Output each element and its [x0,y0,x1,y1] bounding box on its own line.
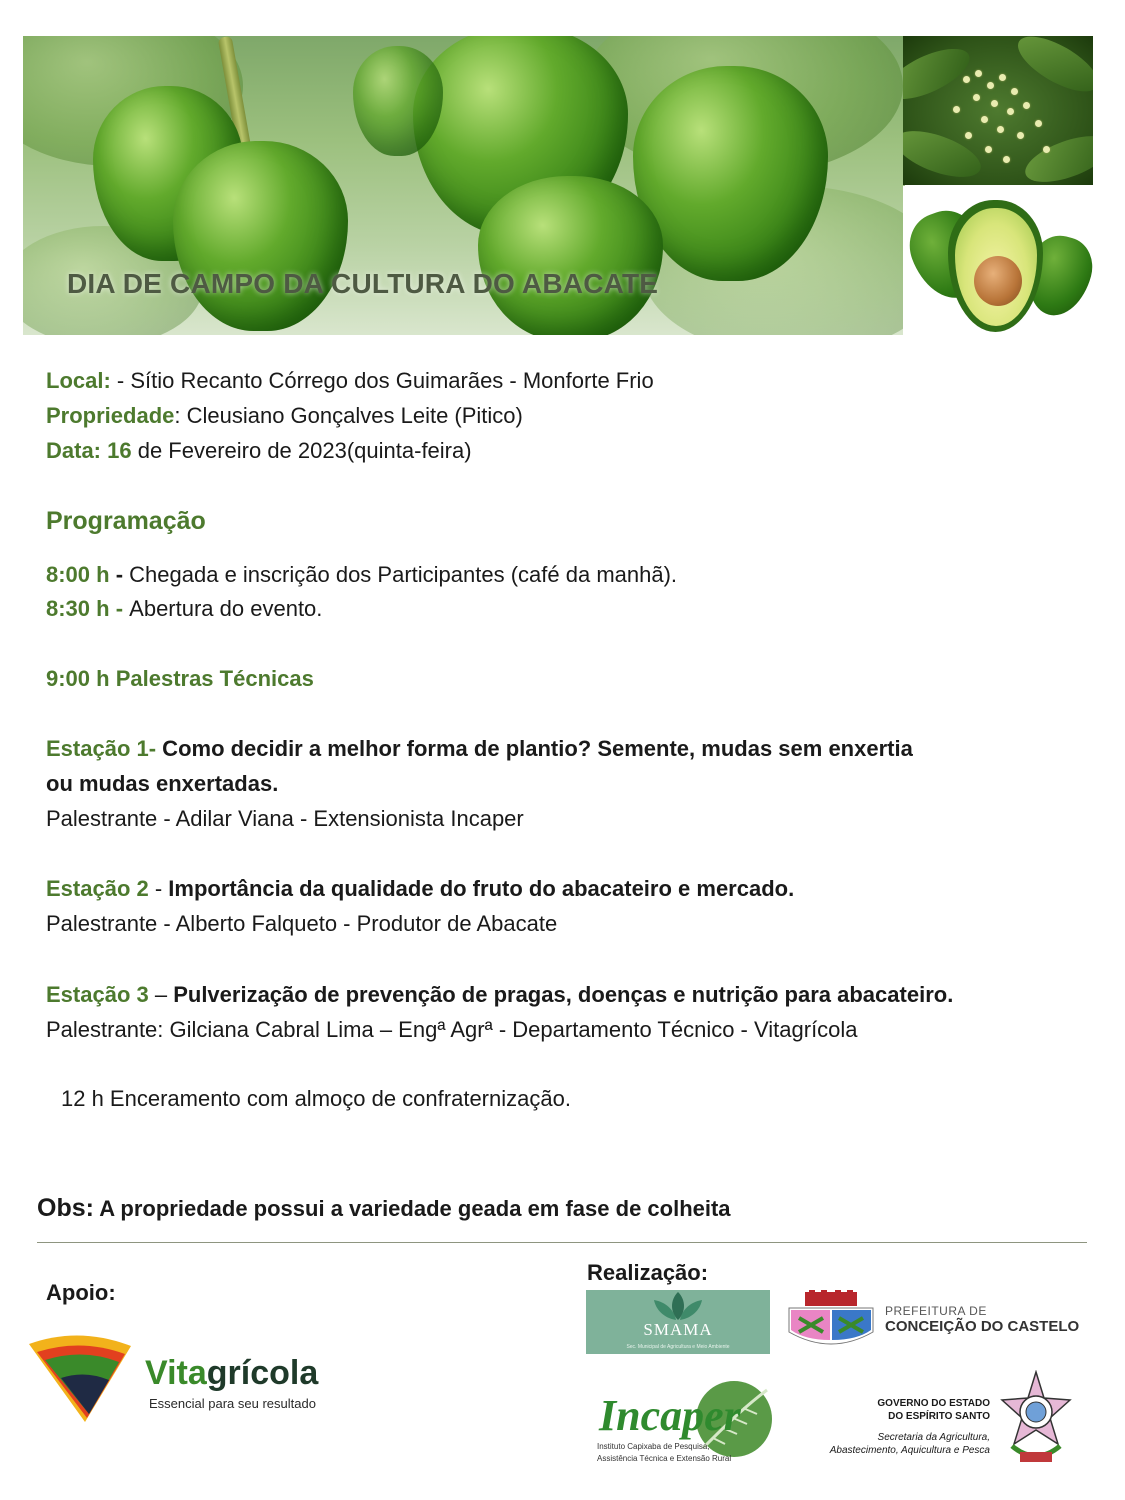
apoio-label: Apoio: [46,1280,116,1305]
propriedade-label: Propriedade [46,403,175,428]
banner-title: DIA DE CAMPO DA CULTURA DO ABACATE [67,268,659,299]
data-line [46,436,472,466]
propriedade-line [46,401,523,431]
estacao-title: Importância da qualidade do fruto do abacateiro e mercado. [168,876,795,901]
municipal-coat-of-arms-icon [785,1290,877,1348]
estacao-sep: – [148,982,174,1007]
incaper-name: Incaper [599,1391,741,1440]
estacao-2-speaker: Palestrante - Alberto Falqueto - Produtor de Abacate [46,911,558,936]
incaper-sub1: Instituto Capixaba de Pesquisa, [597,1442,710,1451]
estacao-1-title [46,734,913,764]
prefeitura-logo [785,1290,1090,1350]
palestras-heading: 9:00 h Palestras Técnicas [46,666,314,691]
incaper-logo [595,1378,780,1473]
data-label: Data: 16 [46,438,132,463]
encerramento-line: 12 h Enceramento com almoço de confraternização. [61,1086,571,1111]
incaper-sub2: Assistência Técnica e Extensão Rural [597,1454,732,1463]
estacao-3-speaker: Palestrante: Gilciana Cabral Lima – Engª Agrª - Departamento Técnico - Vitagrícola [46,1017,858,1042]
governo-es-logo [829,1370,1090,1475]
obs-text: A propriedade possui a variedade geada em fase de colheita [93,1196,731,1221]
estacao-label: Estação 2 [46,876,149,901]
vitagricola-name-a: Vita [145,1354,207,1392]
schedule-text: Abertura do evento. [129,596,323,621]
estacao-label: Estação 3 [46,982,149,1007]
estacao-sep: - [148,876,169,901]
governo-line2: DO ESPÍRITO SANTO [888,1411,990,1422]
realizacao-label: Realização: [587,1260,709,1285]
data-value: de Fevereiro de 2023(quinta-feira) [131,438,472,463]
obs-line [37,1192,731,1225]
avocado-halves-photo [903,186,1093,336]
header-banner [23,36,905,335]
state-coat-of-arms-icon [1000,1370,1072,1470]
schedule-text: Chegada e inscrição dos Participantes (café da manhã). [129,562,678,587]
governo-line1: GOVERNO DO ESTADO [877,1398,990,1409]
smama-name: SMAMA [643,1320,713,1339]
prefeitura-line2: CONCEIÇÃO DO CASTELO [885,1318,1080,1335]
estacao-3-title [46,980,953,1010]
schedule-item [46,594,322,624]
estacao-title: Como decidir a melhor forma de plantio? Semente, mudas sem enxertia [156,736,913,761]
footer-divider [37,1242,1087,1243]
smama-subtitle: Sec. Municipal de Agricultura e Meio Ambiente [626,1344,730,1350]
estacao-label: Estação 1- [46,736,157,761]
schedule-time: 8:30 h [46,596,110,621]
smama-logo [586,1290,770,1354]
estacao-2-title [46,874,794,904]
estacao-1-speaker: Palestrante - Adilar Viana - Extensionista Incaper [46,806,524,831]
local-label: Local: [46,368,111,393]
schedule-time: 8:00 h [46,562,110,587]
vitagricola-name-b: grícola [206,1354,319,1392]
vitagricola-tagline: Essencial para seu resultado [149,1396,316,1411]
schedule-sep: - [109,596,130,621]
leaf-icon [648,1292,708,1322]
estacao-1-title-cont: ou mudas enxertadas. [46,771,279,796]
vitagricola-mark-icon [27,1330,137,1425]
obs-label: Obs: [37,1194,94,1222]
governo-line3: Secretaria da Agricultura, [877,1432,990,1443]
prefeitura-line1: PREFEITURA DE [885,1304,987,1318]
estacao-title: Pulverização de prevenção de pragas, doenças e nutrição para abacateiro. [173,982,954,1007]
avocado-flowers-photo [903,36,1093,185]
programacao-heading: Programação [46,507,206,535]
vitagricola-logo [27,1330,347,1425]
local-line [46,366,654,396]
local-value: - Sítio Recanto Córrego dos Guimarães - Monforte Frio [110,368,654,393]
governo-line4: Abastecimento, Aquicultura e Pesca [829,1445,990,1456]
schedule-sep: - [109,562,130,587]
vitagricola-name [145,1354,318,1393]
propriedade-value: : Cleusiano Gonçalves Leite (Pitico) [174,403,523,428]
schedule-item [46,560,677,590]
